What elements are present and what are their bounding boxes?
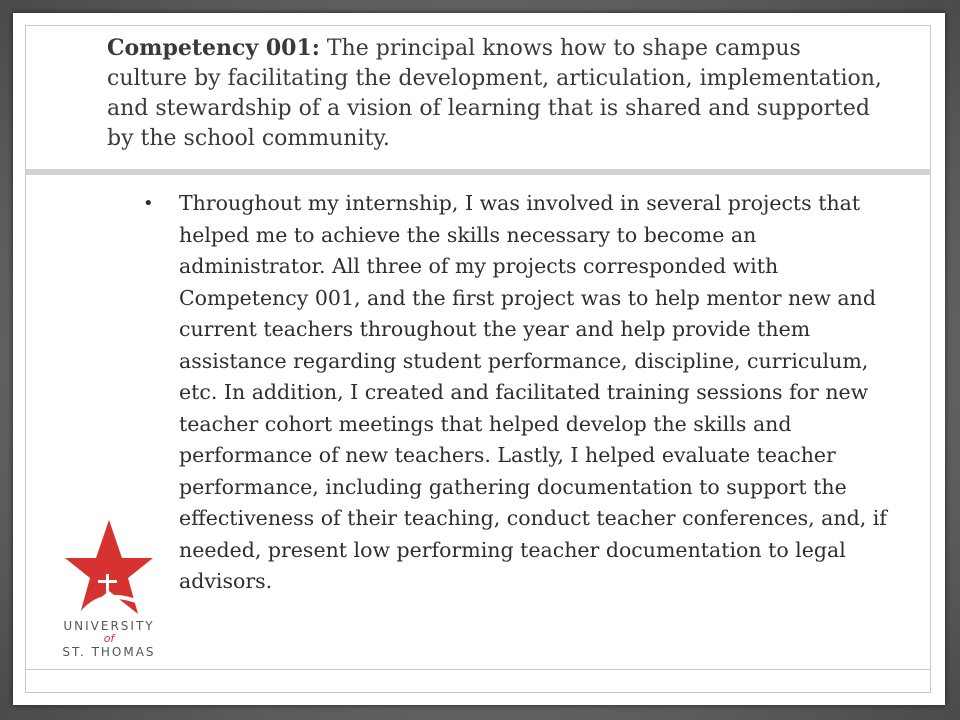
bullet-text: Throughout my internship, I was involved in several projects that helped me to achieve the skills necessary to become an administrator. All three of my projects corresponded with Competency 001, and the first project was to help mentor new and current teachers throughout the year and help provide them assistance regarding student performance, discipline, curriculum, etc. In addition, I created and facilitated training sessions for new teacher cohort meetings that helped develop the skills and performance of new teachers. Lastly, I helped evaluate teacher performance, including gathering documentation to support the effectiveness of their teaching, conduct teacher conferences, and, if needed, present low performing teacher documentation to legal advisors.: [179, 191, 887, 593]
slide: [13, 13, 945, 705]
footer-divider: [25, 669, 931, 670]
cross-vertical: [106, 574, 109, 596]
star-cross-icon: [51, 518, 167, 618]
title-divider: [25, 169, 931, 175]
logo-of: of: [103, 632, 115, 645]
star-shape: [65, 520, 153, 614]
cross-horizontal: [98, 580, 117, 583]
bullet-item: [143, 188, 888, 598]
university-logo: [51, 518, 167, 660]
title-rest: The principal knows how to shape campus culture by facilitating the development, articulation, implementation, and stewardship of a vision of learning that is shared and supported by the school community.: [107, 36, 882, 151]
title-lead: Competency 001:: [107, 35, 320, 61]
slide-title: [107, 33, 887, 154]
logo-st-thomas: ST. THOMAS: [62, 645, 156, 659]
bullet-icon: •: [143, 193, 154, 214]
logo-university: UNIVERSITY: [63, 619, 155, 633]
